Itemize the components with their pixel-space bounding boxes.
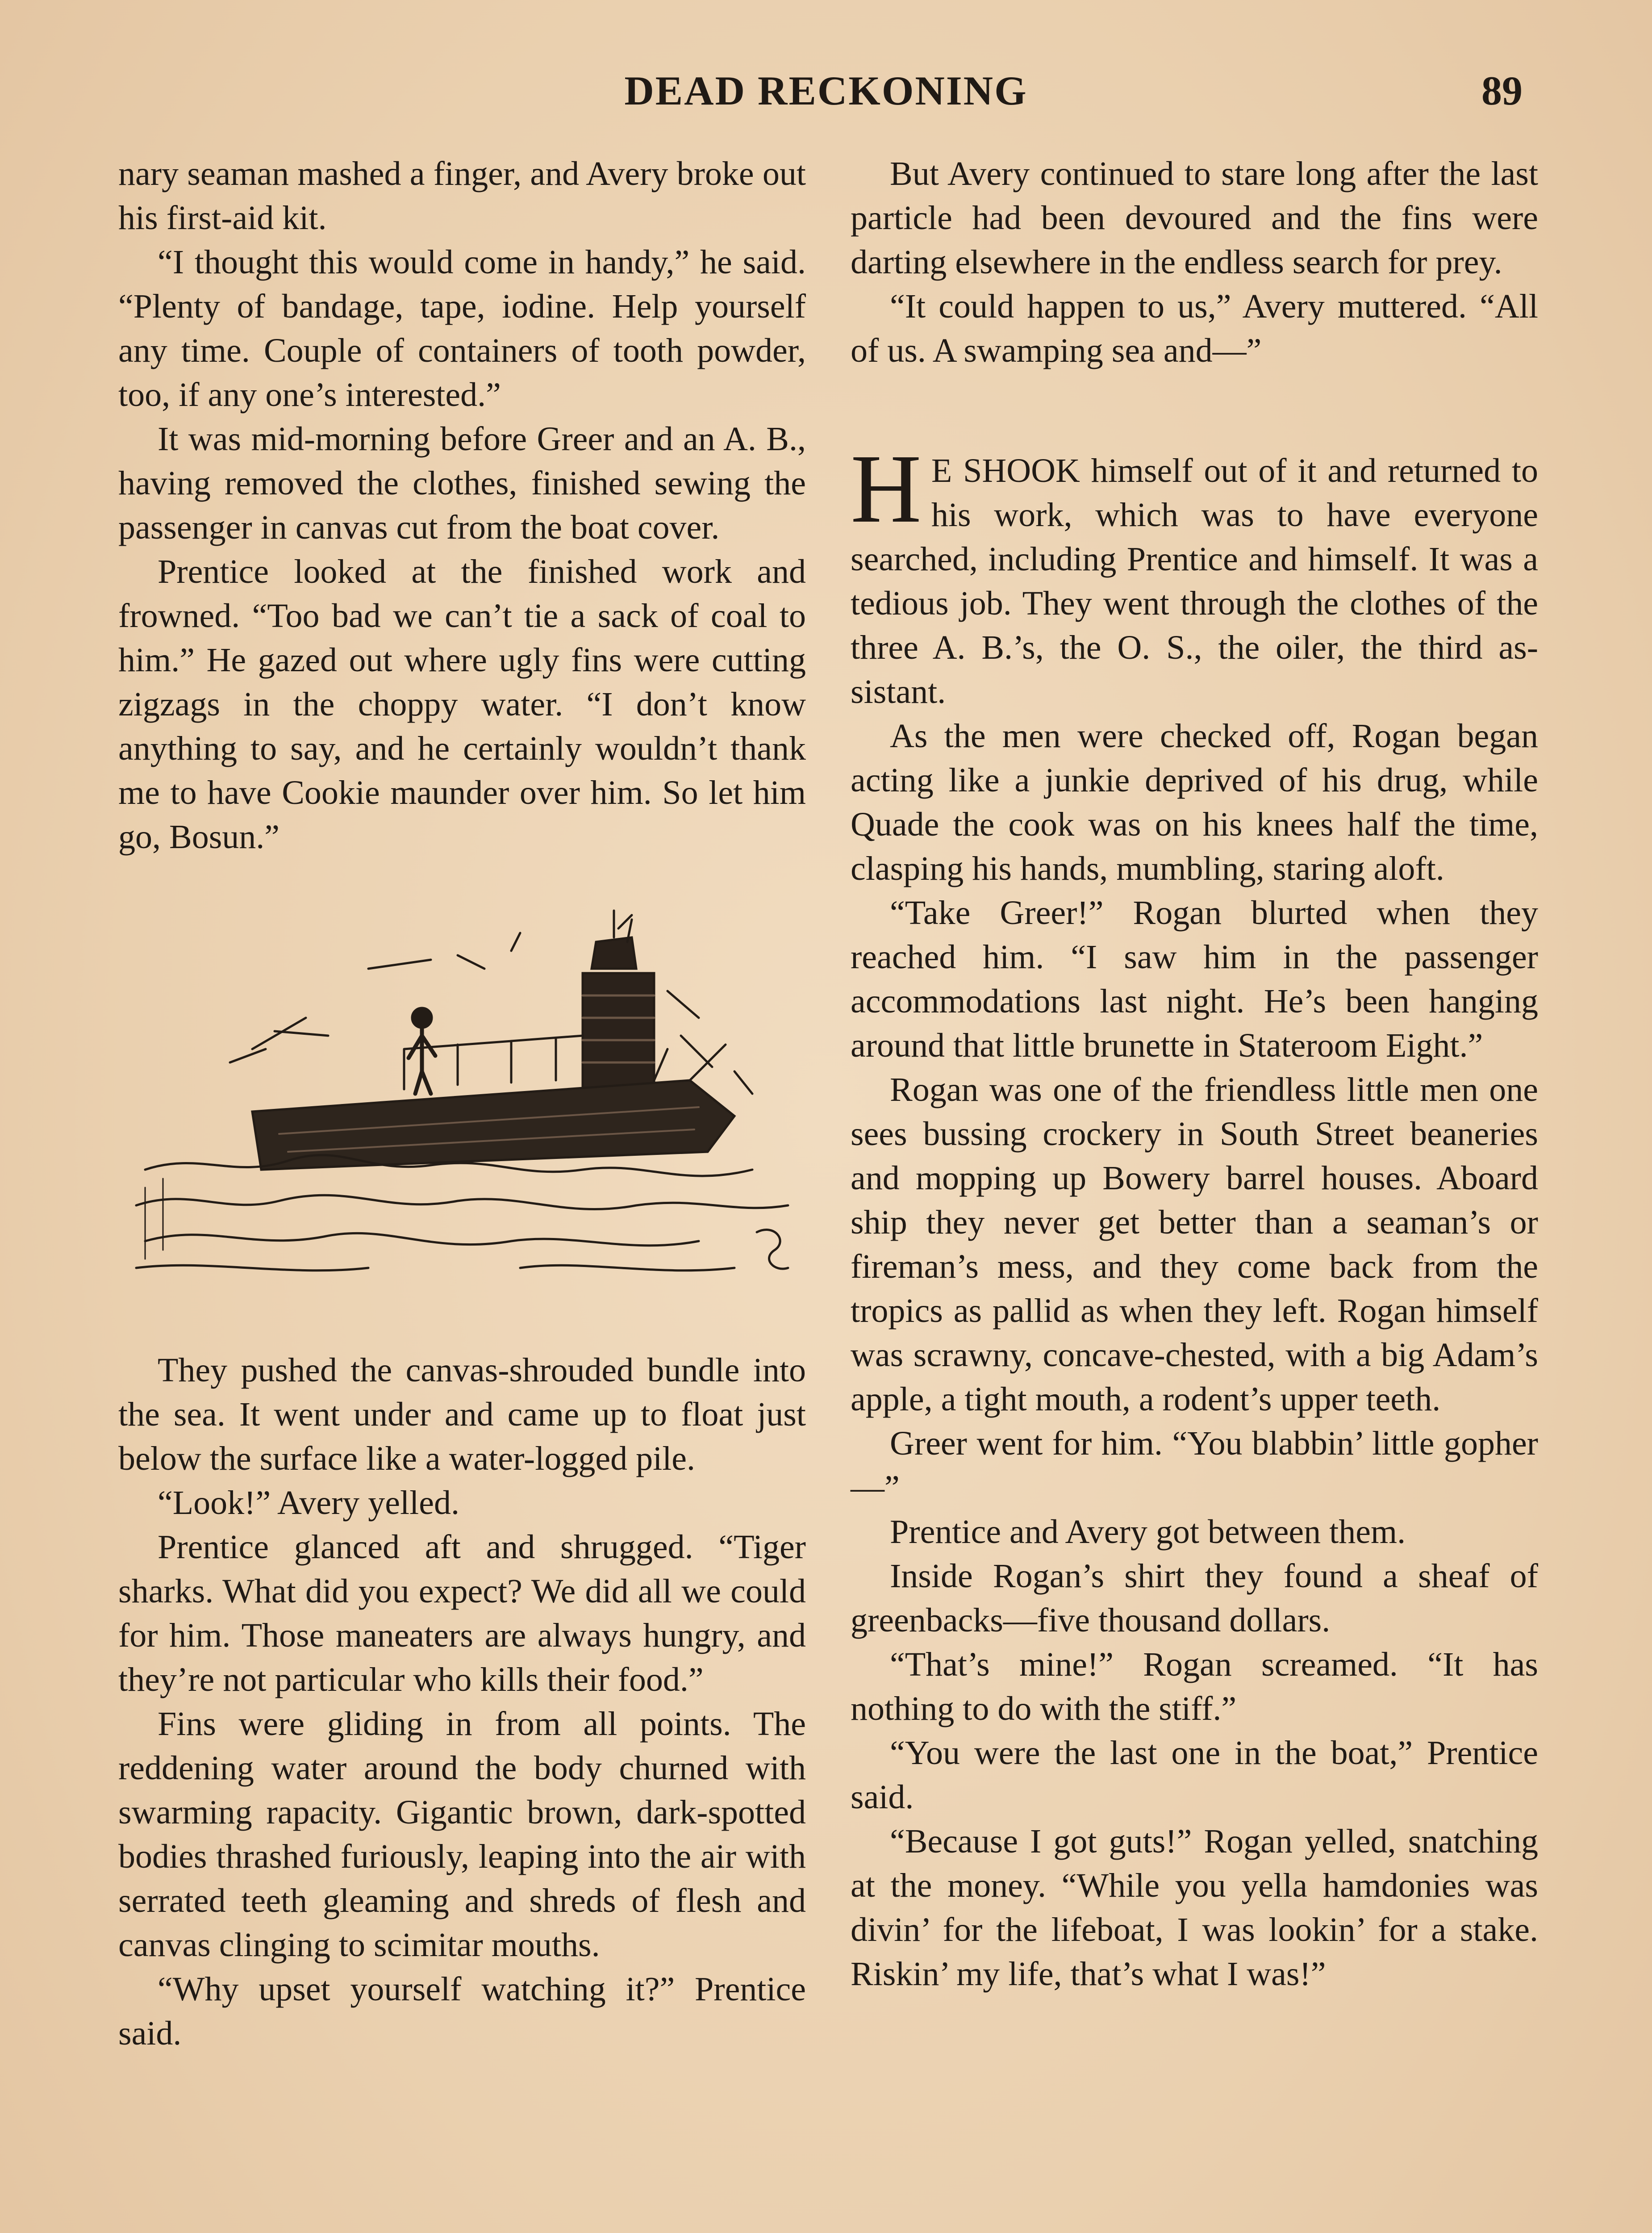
submarine-drawing	[118, 902, 806, 1295]
submarine-illustration	[118, 902, 806, 1295]
paragraph: “Why upset yourself watching it?” Prentice said.	[118, 1970, 806, 2052]
paragraph: “Take Greer!” Rogan blurted when they reached him. “I saw him in the passenger accommodations last night. He’s been hanging around that little brunette in Stateroom Eight.”	[851, 894, 1538, 1064]
paragraph: They pushed the canvas-shrouded bundle into the sea. It went under and came up to float just below the surface like a water-logged pile.	[118, 1351, 806, 1477]
page-header	[0, 67, 1652, 125]
paragraph: Greer went for him. “You blabbin’ little gopher—”	[851, 1425, 1538, 1506]
paragraph: Inside Rogan’s shirt they found a sheaf of greenbacks—five thousand dollars.	[851, 1557, 1538, 1639]
paragraph: nary seaman mashed a finger, and Avery broke out his first-aid kit.	[118, 155, 806, 237]
right-column	[851, 152, 1538, 1996]
paragraph: It was mid-morning before Greer and an A. B., having removed the clothes, finished sewing the passenger in canvas cut from the boat cover.	[118, 420, 806, 546]
paragraph: Fins were gliding in from all points. The reddening water around the body churned with swarming rapacity. Gigantic brown, dark-spotted bodies thrashed furiously, leaping into the air with serrated teeth gleaming and shreds of flesh and canvas clinging to scimitar mouths.	[118, 1705, 806, 1964]
section-opening-paragraph	[851, 434, 1538, 714]
left-column	[118, 152, 806, 2056]
paragraph: Rogan was one of the friendless little men one sees bussing crockery in South Street beaneries and mopping up Bowery barrel houses. Aboard ship they never get better than a seaman’s or fireman’s mess, and they come back from the tropics as pallid as when they left. Rogan himself was scrawny, concave-chested, with a big Adam’s apple, a tight mouth, a rodent’s upper teeth.	[851, 1071, 1538, 1418]
paragraph: Prentice glanced aft and shrugged. “Tiger sharks. What did you expect? We did all we could for him. Those maneaters are always hungry, and they’re not particular who kills their food.”	[118, 1528, 806, 1698]
paragraph: “Because I got guts!” Rogan yelled, snatching at the money. “While you yella hamdonies was divin’ for the lifeboat, I was lookin’ for a stake. Riskin’ my life, that’s what I was!”	[851, 1823, 1538, 1993]
paragraph: Prentice looked at the finished work and frowned. “Too bad we can’t tie a sack of coal to him.” He gazed out where ugly fins were cutting zigzags in the choppy water. “I don’t know anything to say, and he certainly wouldn’t thank me to have Cookie maunder over him. So let him go, Bosun.”	[118, 553, 806, 856]
paragraph: “Look!” Avery yelled.	[158, 1484, 459, 1522]
paragraph: “I thought this would come in handy,” he said. “Plenty of bandage, tape, iodine. Help yourself any time. Couple of containers of tooth powder, too, if any one’s interested.”	[118, 243, 806, 414]
paragraph: “It could happen to us,” Avery muttered. “All of us. A swamping sea and—”	[851, 288, 1538, 369]
page-number: 89	[1481, 68, 1523, 113]
paragraph: As the men were checked off, Rogan began acting like a junkie deprived of his drug, while Quade the cook was on his knees half the time, clasping his hands, mumbling, staring aloft.	[851, 717, 1538, 887]
running-title: DEAD RECKONING	[624, 68, 1028, 113]
paragraph: “You were the last one in the boat,” Prentice said.	[851, 1734, 1538, 1816]
drop-cap: H	[851, 434, 922, 543]
section-opening-text: E SHOOK himself out of it and returned to his work, which was to have everyone searched, including Prentice and himself. It was a tedious job. They went through the clothes of the three A. B.’s, the O. S., the oiler, the third assistant.	[851, 452, 1538, 711]
paragraph: “That’s mine!” Rogan screamed. “It has nothing to do with the stiff.”	[851, 1646, 1538, 1727]
paragraph: But Avery continued to stare long after the last particle had been devoured and the fins were darting elsewhere in the endless search for prey.	[851, 155, 1538, 281]
paragraph: Prentice and Avery got between them.	[890, 1513, 1406, 1551]
